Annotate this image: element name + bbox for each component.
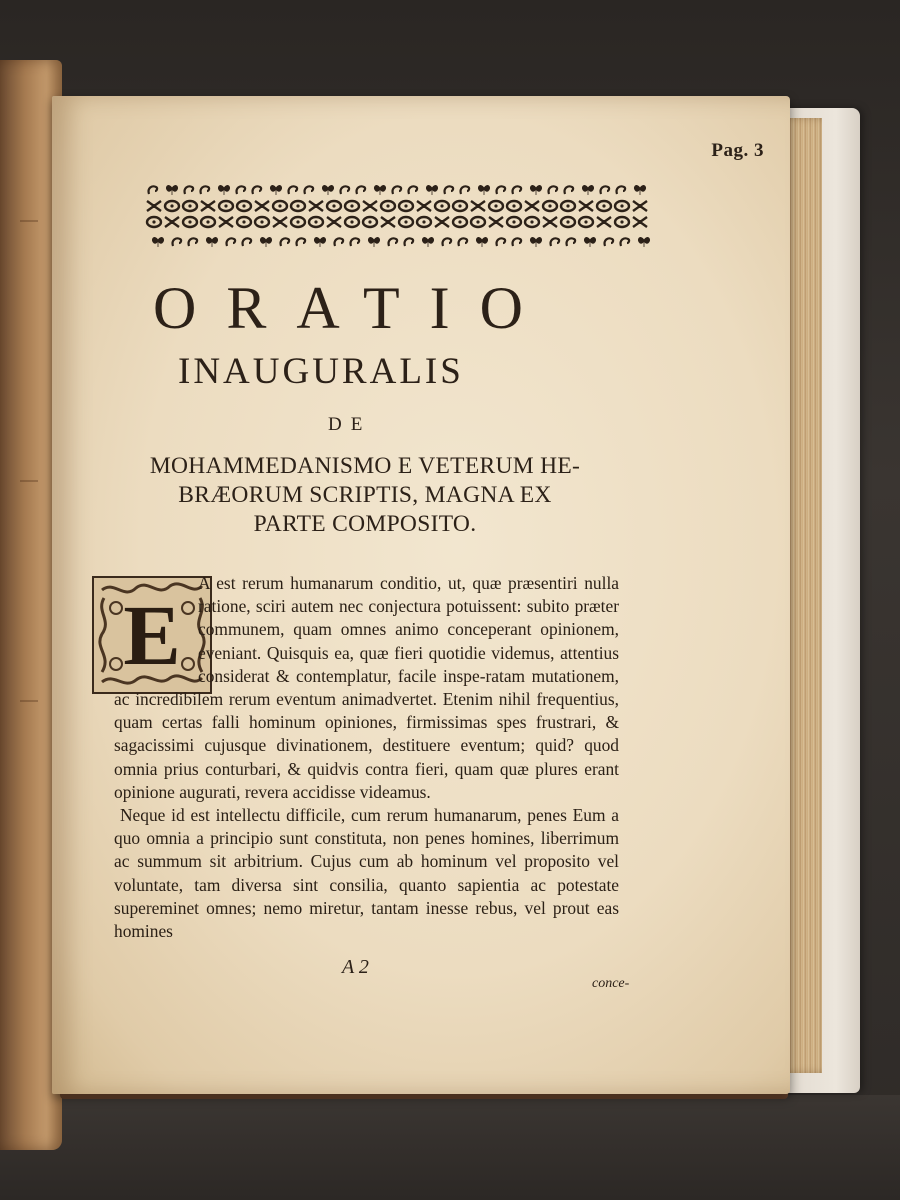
ornamental-headpiece (144, 180, 664, 252)
book-page (52, 96, 790, 1094)
ornament-row-middle-2 (147, 217, 647, 227)
catchword: conce- (592, 976, 630, 991)
ornament-row-top (149, 185, 646, 195)
signature-mark: A 2 (342, 956, 369, 978)
subtitle-line: PARTE COMPOSITO. (253, 511, 477, 537)
paragraph: A est rerum humanarum conditio, ut, quæ præsentiri nulla ratione, sciri autem nec conjectura potuissent: subito præter communem, quam omnes animo conceperant opinionem, eveniant. Quisquis ea, quæ fieri quotidie videmus, attentius considerat & contemplatur, facile inspe-ratam mutationem, ac incredibilem rerum eventum animadvertet. Etenim nihil frequentius, quam certas falli hominum opiniones, firmissimas spes frustrari, & sagacissimi cujusque divinationem, destituere eventum; quid? quod omnia prius conturbari, & quidvis contra fieri, quam quæ plures erant opinione augurati, revera accidisse videamus. (114, 573, 619, 802)
left-page-mark (20, 480, 38, 482)
subtitle-line: BRÆORUM SCRIPTIS, MAGNA EX (178, 482, 552, 508)
left-page-mark (20, 220, 38, 222)
title-oratio: ORATIO (153, 275, 553, 341)
title-de: DE (328, 414, 372, 435)
ornament-row-middle-1 (147, 201, 647, 211)
subtitle (104, 452, 626, 539)
ornament-row-bottom (152, 237, 649, 247)
subtitle-line: MOHAMMEDANISMO E VETERUM HE- (149, 453, 581, 479)
title-inauguralis: INAUGURALIS (178, 351, 464, 392)
paragraph: Neque id est intellectu difficile, cum rerum humanarum, penes Eum a quo omnia a principio sunt constituta, non penes homines, liberrimum ac summum sit arbitrium. Cujus cum ab hominum vel proposito vel voluntate, tam diversa sint consilia, quanto sapientia ac potestate supereminet omnes; nemo miretur, tantam inesse rebus, vel prout eas homines (114, 805, 619, 942)
dropcap-letter: E (123, 587, 181, 683)
left-page-mark (20, 700, 38, 702)
desk-surface (0, 1095, 900, 1200)
page-number: Pag. 3 (711, 140, 764, 161)
body-text (114, 572, 619, 943)
